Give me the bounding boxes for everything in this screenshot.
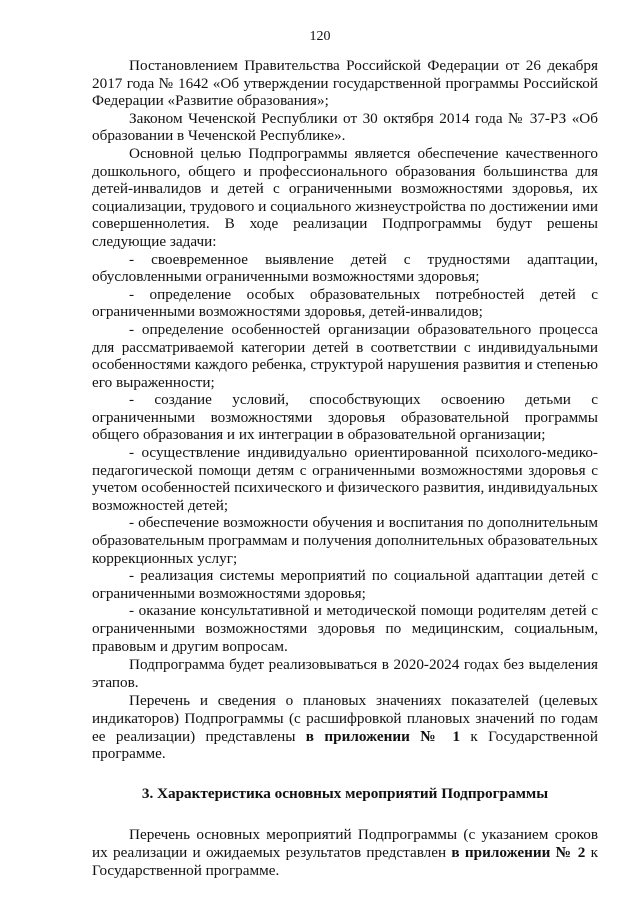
task-item: - обеспечение возможности обучения и воспитания по дополнительным образовательным программам и получения дополнительных образовательных коррекционных услуг; xyxy=(92,514,598,567)
document-body xyxy=(92,57,598,879)
task-item: - своевременное выявление детей с трудностями адаптации, обусловленными ограниченными возможностями здоровья; xyxy=(92,250,598,286)
intro-paragraph: Постановлением Правительства Российской Федерации от 26 декабря 2017 года № 1642 «Об утверждении государственной программы Российской Федерации «Развитие образования»; xyxy=(92,57,598,110)
page-number: 120 xyxy=(309,29,331,44)
task-item: - создание условий, способствующих освоению детьми с ограниченными возможностями здоровья образовательной программы общего образования и их интеграции в образовательной организации; xyxy=(92,391,598,444)
section-heading: 3. Характеристика основных мероприятий Подпрограммы xyxy=(141,784,549,802)
measures-text-end: к Государственной программе. xyxy=(92,843,598,879)
task-item: - определение особых образовательных потребностей детей с ограниченными возможностями здоровья, детей-инвалидов; xyxy=(92,285,598,321)
indicators-paragraph xyxy=(92,692,598,762)
task-item: - осуществление индивидуально ориентированной психолого-медико-педагогической помощи детям с ограниченными возможностями здоровья с учетом особенностей психического и физического развития, индивидуальных возможностей детей; xyxy=(92,444,598,514)
task-item: - оказание консультативной и методической помощи родителям детей с ограниченными возможностями здоровья по медицинским, социальным, правовым и другим вопросам. xyxy=(92,602,598,655)
measures-paragraph xyxy=(92,826,598,879)
intro-paragraph: Законом Чеченской Республики от 30 октября 2014 года № 37-РЗ «Об образовании в Чеченской Республике». xyxy=(92,109,598,145)
appendix-1-reference: в приложении № 1 xyxy=(305,727,461,745)
appendix-2-reference: в приложении № 2 xyxy=(451,843,586,861)
task-item: - определение особенностей организации образовательного процесса для рассматриваемой категории детей в соответствии с индивидуальными особенностями каждого ребенка, структурой нарушения развития и степенью его выраженности; xyxy=(92,320,598,391)
goal-paragraph: Основной целью Подпрограммы является обеспечение качественного дошкольного, общего и профессионального образования большинства для детей-инвалидов и детей с ограниченными возможностями здоровья, их социализации, трудового и социального жизнеустройства по достижении ими совершеннолетия. В ходе реализации Подпрограммы будут решены следующие задачи: xyxy=(92,144,598,250)
period-paragraph: Подпрограмма будет реализовываться в 2020-2024 годах без выделения этапов. xyxy=(92,656,598,691)
indicators-text-end: к Государственной программе. xyxy=(92,727,599,763)
measures-text: Перечень основных мероприятий Подпрограммы (с указанием сроков их реализации и ожидаемых результатов представлен xyxy=(92,826,598,861)
task-item: - реализация системы мероприятий по социальной адаптации детей с ограниченными возможностями здоровья; xyxy=(92,567,598,602)
indicators-text: Перечень и сведения о плановых значениях показателей (целевых индикаторов) Подпрограммы (с расшифровкой плановых значений по годам ее реализации) представлены xyxy=(92,692,598,745)
